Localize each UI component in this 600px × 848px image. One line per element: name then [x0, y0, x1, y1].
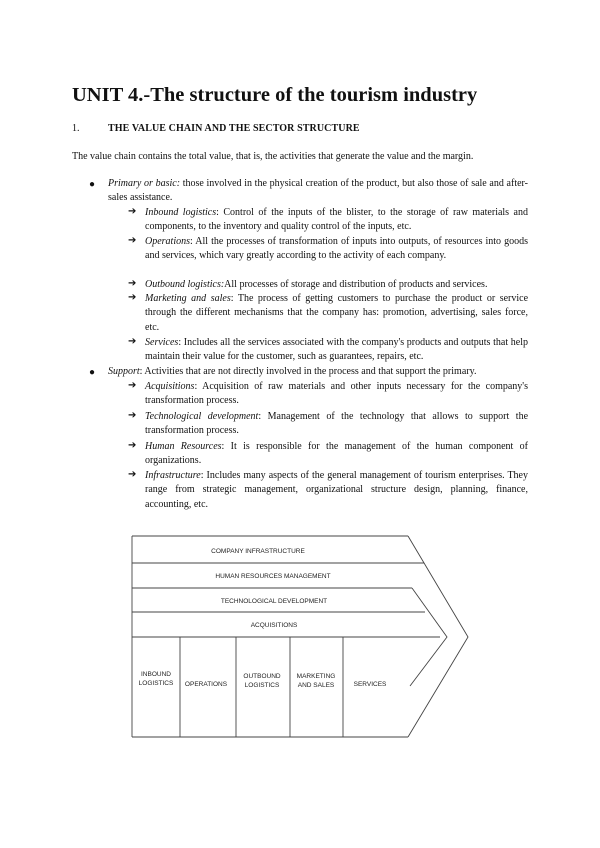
- support-item-acquisitions: Acquisitions: Acquisition of raw materials and other inputs necessary for the company's transformation process.: [145, 381, 528, 407]
- page-title: UNIT 4.-The structure of the tourism industry: [72, 84, 478, 106]
- section-title: THE VALUE CHAIN AND THE SECTOR STRUCTURE: [108, 123, 360, 134]
- support-row-label: COMPANY INFRASTRUCTURE: [211, 548, 305, 555]
- arrow-icon: ➔: [128, 278, 137, 289]
- support-text: : Activities that are not directly involved in the process and that support the primary.: [139, 366, 477, 377]
- primary-col-label: LOGISTICS: [138, 680, 174, 687]
- support-term: Support: [108, 366, 140, 377]
- primary-item-marketing: Marketing and sales: The process of getting customers to purchase the product or service through the different mechanisms that the company has: promotion, advertising, sales force, etc.: [145, 293, 529, 333]
- primary-col-label: INBOUND: [141, 671, 171, 678]
- support-row-label: HUMAN RESOURCES MANAGEMENT: [215, 573, 331, 580]
- support-row-label: ACQUISITIONS: [250, 622, 298, 629]
- primary-col-label: SERVICES: [353, 681, 387, 688]
- arrow-icon: ➔: [128, 336, 137, 347]
- arrow-icon: ➔: [128, 206, 137, 217]
- primary-item-inbound: Inbound logistics: Control of the inputs of the blister, to the storage of raw materials and components, to the inventory and quality control of the inputs, etc.: [145, 207, 528, 233]
- primary-text: those involved in the physical creation of the product, but also those of sale and after-sales assistance.: [108, 178, 528, 204]
- arrow-icon: ➔: [128, 440, 137, 451]
- primary-col-label: OPERATIONS: [184, 681, 228, 688]
- primary-item-operations: Operations: All the processes of transformation of inputs into outputs, of resources into goods and services, which vary greatly according to the activity of each company.: [145, 236, 528, 262]
- support-item-human-resources: Human Resources: It is responsible for the management of the human component of organizations.: [145, 441, 528, 467]
- arrow-icon: ➔: [128, 235, 137, 246]
- intro-paragraph: The value chain contains the total value, that is, the activities that generate the value and the margin.: [72, 151, 474, 162]
- primary-col-label: LOGISTICS: [244, 682, 280, 689]
- primary-item-outbound: Outbound logistics:All processes of storage and distribution of products and services.: [145, 279, 488, 290]
- primary-term: Primary or basic:: [108, 178, 181, 189]
- arrow-icon: ➔: [128, 380, 137, 391]
- section-number: 1.: [72, 123, 80, 134]
- primary-col-label: OUTBOUND: [243, 673, 281, 680]
- bullet-icon: ●: [89, 179, 96, 190]
- support-row-label: TECHNOLOGICAL DEVELOPMENT: [220, 598, 328, 605]
- bullet-icon: ●: [89, 367, 96, 378]
- diagram-chevron: [408, 536, 468, 737]
- support-item-infrastructure: Infrastructure: Includes many aspects of the general management of tourism enterprises. They range from strategic management, organizational structure design, planning, finance, accounting, etc.: [145, 470, 528, 510]
- primary-col-label: MARKETING: [296, 673, 336, 680]
- support-item-technological: Technological development: Management of the technology that allows to support the transformation process.: [145, 411, 529, 437]
- arrow-icon: ➔: [128, 292, 137, 303]
- primary-item-services: Services: Includes all the services associated with the company's products and outputs that help maintain their value for the customer, such as guarantees, repairs, etc.: [145, 337, 528, 363]
- primary-col-label: AND SALES: [297, 682, 335, 689]
- arrow-icon: ➔: [128, 469, 137, 480]
- arrow-icon: ➔: [128, 410, 137, 421]
